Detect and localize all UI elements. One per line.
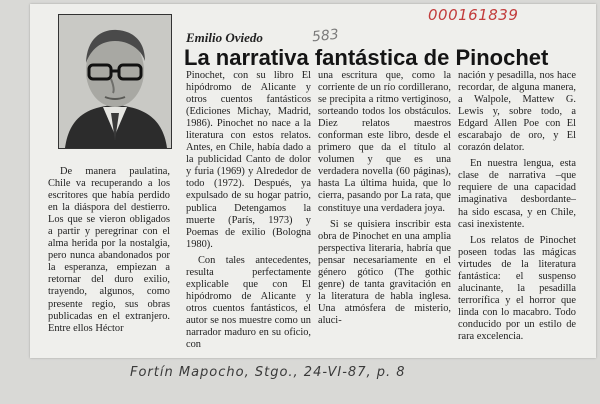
article-column-4 [458,70,576,343]
paragraph: De manera paulatina, Chile va recuperando a los escritores que había perdido en la diáspora del destierro. Los que se vieron obligados a partir y peregrinar con el alma herida por la nostalgia, pero nunca abandonados por la esperanza, empiezan a retornar del duro exilio, trayendo, algunos, como presente regio, sus obras publicadas en el extranjero. Entre ellos Héctor [48,166,170,334]
author-portrait-icon [59,15,171,148]
article-column-2 [186,70,311,351]
source-note: Fortín Mapocho, Stgo., 24-VI-87, p. 8 [130,365,406,380]
article-column-1 [48,166,170,335]
article-column-3 [318,70,451,327]
archive-number: 000161839 [428,6,519,24]
author-photo [58,14,172,149]
paragraph: Los relatos de Pinochet poseen todas las mágicas virtudes de la literatura fantástica: el suspenso alucinante, la pesadilla terrorífica y el horror que linda con lo macabro. Todo conducido por un estilo de rara excelencia. [458,234,576,342]
paragraph: En nuestra lengua, esta clase de narrativa –que requiere de una capacidad imaginativa desbordante– ha sido escasa, y en Chile, casi inexistente. [458,158,576,230]
page-mark: 583 [311,26,340,46]
paragraph: una escritura que, como la corriente de un río cordillerano, se precipita a ritmo vertiginoso, sorteando todos los obstáculos. Diez relatos maestros conforman este libro, desde el primero que da el título al volumen y que es una verdadera novella (60 páginas), hasta La última huida, que lo cierra, pasando por La rata, que constituye una verdadera joya. [318,70,451,214]
paragraph: Con tales antecedentes, resulta perfectamente explicable que con El hipódromo de Alicante y otros cuentos fantásticos, el autor se nos muestre como un narrador maduro en su oficio, con [186,254,311,351]
paragraph: nación y pesadilla, nos hace recordar, de alguna manera, a Walpole, Mattew G. Lewis y, sobre todo, a Edgard Allen Poe con El escarabajo de oro, y El corazón delator. [458,70,576,154]
author-byline: Emilio Oviedo [186,30,263,45]
paragraph: Pinochet, con su libro El hipódromo de Alicante y otros cuentos fantásticos (Ediciones Michay, Madrid, 1986). Pinochet no nace a la literatura con estos relatos. Antes, en Chile, había dado a la publicidad Canto de dolor y furia (1969) y Alrededor de todo (1972). Después, ya expulsado de su hogar patrio, publica Detengamos la muerte (París, 1973) y Poemas de exilio (Bologna 1980). [186,70,311,250]
headline: La narrativa fantástica de Pinochet [184,45,549,70]
paragraph: Si se quisiera inscribir esta obra de Pinochet en una amplia perspectiva literaria, habría que pensar necesariamente en el género gótico (The gothic genre) de tanta gravitación en la literatura de habla inglesa. Una atmósfera de misterio, aluci- [318,218,451,326]
